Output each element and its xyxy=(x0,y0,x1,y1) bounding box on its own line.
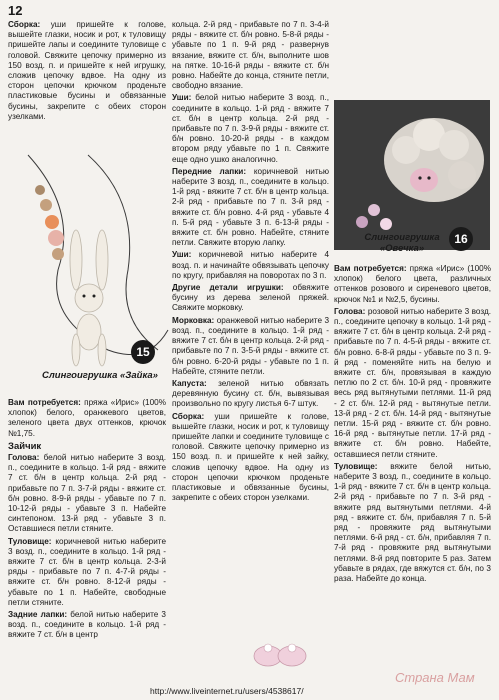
materials-paragraph: Вам потребуется: пряжа «Ирис» (100% хлопок) белого цвета, различных оттенков розового и сиреневого цветов, крючок №1 и №2,5, бусины. xyxy=(334,264,491,304)
watermark: Страна Мам xyxy=(395,670,475,685)
front-paws-paragraph: Передние лапки: коричневой нитью наберите 3 возд. п., соедините в кольцо. 1-й ряд - вяжите 7 ст. б/н в центр кольца. 2-й ряд - прибавьте по 7 п. 3-й ряд - вяжите ст. б/н ровно. 4-й ряд - убавьте 4 п. 5-й ряд - убавьте 3 п. 6-13-й ряды - вяжите ст. б/н ровно. Набейте, стяните петли. Свяжите вторую лапку. xyxy=(172,166,329,248)
column-left xyxy=(8,20,166,124)
ears-paragraph: Уши: белой нитью наберите 3 возд. п., соедините в кольцо. 1-й ряд - вяжите 7 ст. б/н в центр кольца. 2-й ряд - прибавьте по 7 п. 3-9-й ряды - вяжите ст. б/н ровно. 10-20-й ряды - в каждом втором ряду убавьте по 1 п. Свяжите еще одно ушко аналогично. xyxy=(172,93,329,164)
page-number: 12 xyxy=(8,3,23,18)
booties-image xyxy=(250,630,310,670)
bunny-caption: Слингоигрушка «Зайка» xyxy=(42,370,158,381)
body-paragraph: Туловище: коричневой нитью наберите 3 возд. п., соедините в кольцо. 1-й ряд - вяжите 7 ст. б/н в центр кольца. 2-3-й ряды - прибавьте по 7 п. 4-7-й ряды - вяжите ст. б/н ровно. 8-12-й ряды - убавьте по 1 п. Набейте, свободные петли стяните. xyxy=(8,536,166,607)
item-number-badge: 16 xyxy=(449,227,473,251)
column-middle xyxy=(172,20,329,505)
column-left-lower xyxy=(8,398,166,643)
sheep-head-paragraph: Голова: розовой нитью наберите 3 возд. п., соедините цепочку в кольцо. 1-й ряд - вяжите 7 ст. б/н в центр кольца. 2-й ряд - прибавьте по 7 п. 4-5-й ряды - вяжите ст. б/н ровно. 6-8-й ряды - убавьте по 3 п. 9-й ряд - поменяйте нить на белую и вяжите ст. б/н, провязывая в каждую петлю по 2 ст. б/н. 10-й ряд - провяжите весь ряд вытянутыми петлями. 11-й ряд - 2 ст. б/н. 12-й ряд - вытянутые петли. 13-й ряд - 2 ст. б/н. 14-й ряд - вытянутые петли. 15-й ряд - вяжите ст. б/н ровно. 16-й ряд - вытянутые петли. 17-й ряд - вяжите ст. б/н ровно. Набейте, оставшиеся петли стяните. xyxy=(334,306,491,459)
sheep-caption: Слингоигрушка «Овечка» xyxy=(364,232,440,254)
materials-paragraph: Вам потребуется: пряжа «Ирис» (100% хлопок) белого, оранжевого цветов, зеленого цвета двух оттенков, крючок №1,75. xyxy=(8,398,166,438)
bunny-heading: Зайчик xyxy=(8,440,42,452)
sheep-body-paragraph: Туловище: вяжите белой нитью, наберите 3 возд. п., соедините в кольцо. 1-й ряд - вяжите 7 ст. б/н в центр кольца. 2-й ряд - прибавьте по 7 п. 3-й ряд - вяжите ряд вытянутыми петлями. 4-й ряд - вяжите ст. б/н, прибавляя 7 п. 5-й ряд - провяжите ряд вытянутыми петлями. 6-й ряд - ст. б/н, прибавляя 7 п. 7-й ряд - провяжите ряд вытянутыми петлями. 8-й ряд повторите 5 раз. Затем убавьте в рядах, где вяжутся ст. б/н, по 3 раза. Набейте до конца. xyxy=(334,461,491,584)
cabbage-paragraph: Капуста: зеленой нитью обвязать деревянную бусину ст. б/н, вывязывая произвольно по кругу листья 6-7 штук. xyxy=(172,378,329,409)
carrot-paragraph: Морковка: оранжевой нитью наберите 3 возд. п., соедините в кольцо. 1-й ряд - вяжите 7 ст. б/н в центр кольца. 2-й ряд - прибавьте по 7 п. 3-5-й ряды - вяжите ст. б/н ровно. 6-20-й ряды - убавьте по 1 п. Набейте, стяните петли. xyxy=(172,315,329,376)
ears2-paragraph: Уши: коричневой нитью наберите 4 возд. п. и начинайте обвязывать цепочку по кругу, прибавляя на поворотах по 3 п. xyxy=(172,250,329,280)
other-parts-paragraph: Другие детали игрушки: обвяжите бусину из дерева зеленой пряжей. Свяжите морковку. xyxy=(172,283,329,313)
assembly-paragraph: Сборка: уши пришейте к голове, вышейте глазки, носик и рот, к туловищу пришейте лапы и соедините туловище с головой. Свяжите цепочку примерно из 150 возд. п. и пришейте к ней игрушку, сложив цепочку вдвое. На одну из сторон цепочки крючком проденьте пластиковые бусины и обвязанные бусины, закрепите с обеих сторон узелками. xyxy=(8,20,166,121)
head-paragraph: Голова: белой нитью наберите 3 возд. п., соедините в кольцо. 1-й ряд - вяжите 7 ст. б/н в центр кольца. 2-й ряд - прибавьте по 7 п. 3-7-й ряды - вяжите ст. б/н ровно. 8-9-й ряды - убавьте по 7 п. 10-12-й ряды - убавьте 3 п. Набейте синтепоном. 13-й ряд - убавьте 3 п. Оставшиеся петли стяните. xyxy=(8,453,166,534)
column-right xyxy=(334,264,491,586)
footer-url: http://www.liveinternet.ru/users/4538617/ xyxy=(150,686,304,696)
hind-paws-paragraph: Задние лапки: белой нитью наберите 3 возд. п., соедините в кольцо. 1-й ряд - вяжите 7 ст. б/н в центр xyxy=(8,610,166,640)
item-number-badge: 15 xyxy=(131,340,155,364)
intro-paragraph: кольца. 2-й ряд - прибавьте по 7 п. 3-4-й ряды - вяжите ст. б/н ровно. 5-8-й ряды - убавьте по 1 п. 9-й ряд - развернув вязание, вяжите ст. б/н, выполните шов на пятке. 10-16-й ряды - вяжите ст. б/н ровно. Набейте до конца, стяните петли, свободно вязание. xyxy=(172,20,329,91)
assembly2-paragraph: Сборка: уши пришейте к голове, вышейте глазки, носик и рот, к туловищу пришейте лапки и соедините туловище с головой. Свяжите цепочку примерно из 150 возд. п. и пришейте к ней зайку, сложив цепочку вдвое. На одну из сторон цепочки крючком проденьте пластиковые и обвязанные бусины, закрепите с обеих сторон узелками. xyxy=(172,411,329,503)
